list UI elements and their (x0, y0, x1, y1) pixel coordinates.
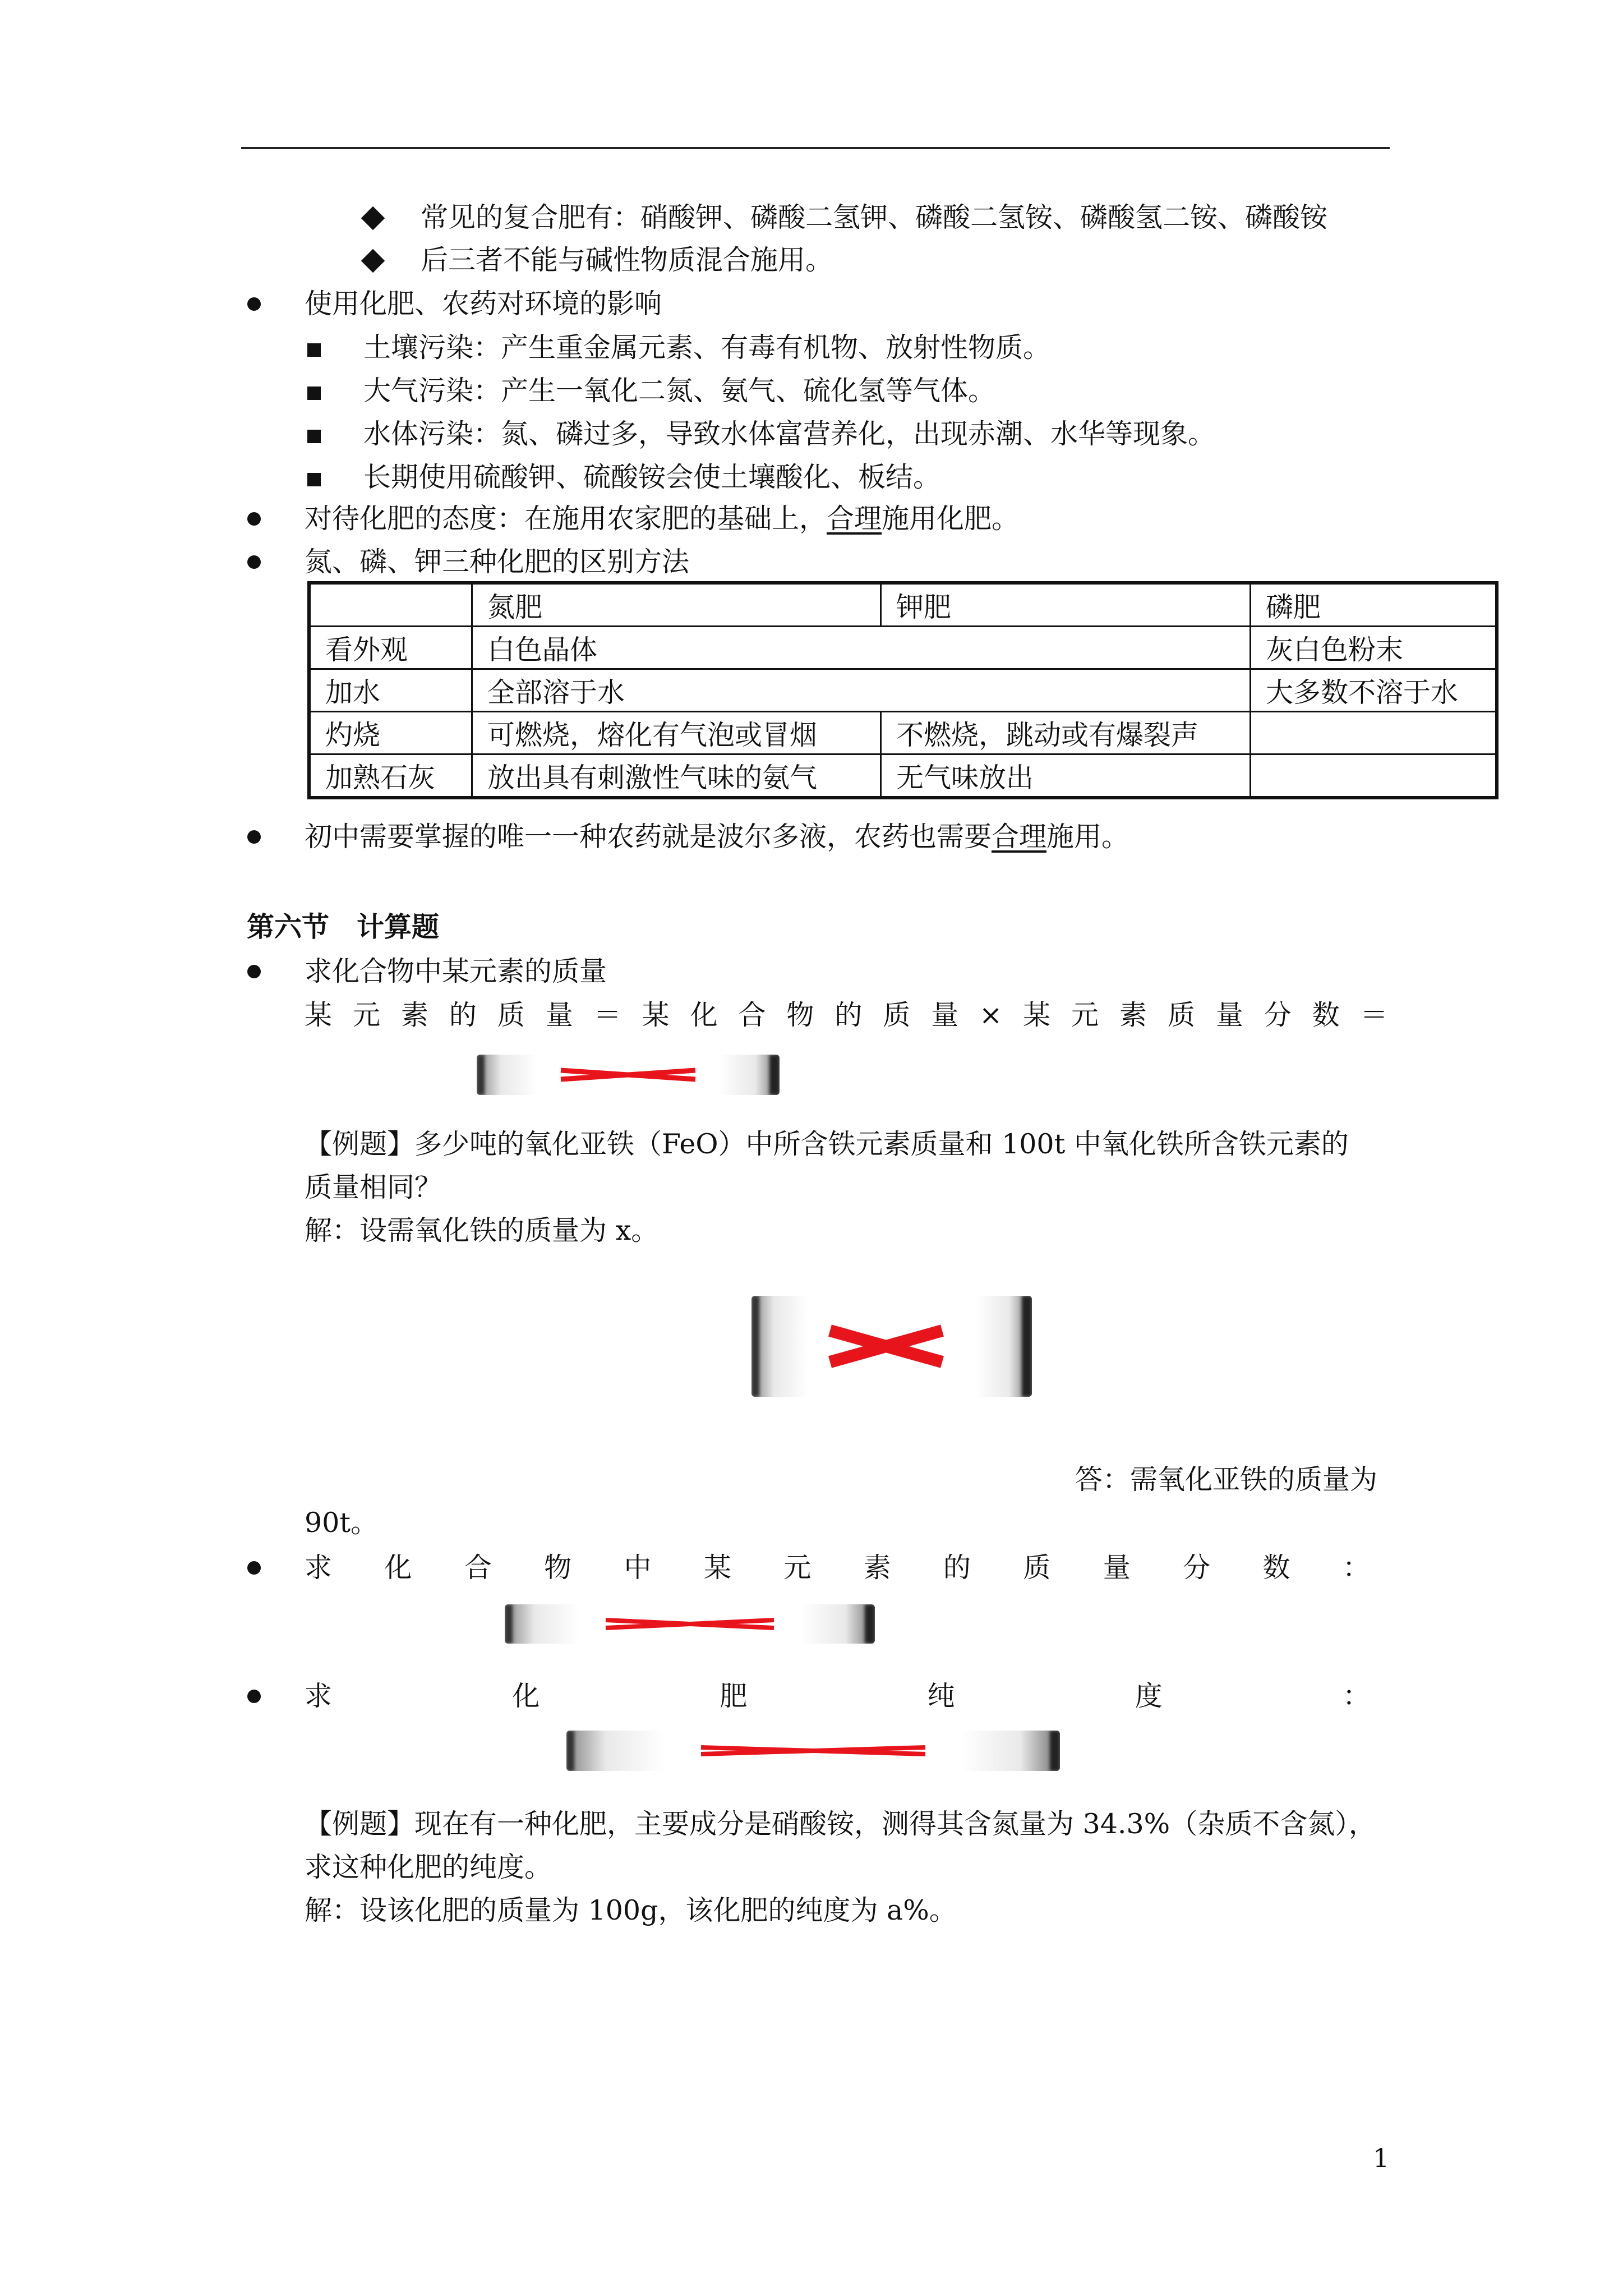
diamond-bullet-icon (361, 249, 385, 273)
formula-char: 合 (464, 1552, 492, 1584)
formula-char: 求 (305, 1552, 333, 1584)
formula-char: 某 (305, 999, 333, 1031)
square-bullet-icon (307, 386, 321, 400)
square-bullet-icon (307, 343, 321, 357)
formula-char: 的 (834, 999, 863, 1031)
bullet-icon (247, 297, 261, 311)
cross-icon (561, 1070, 695, 1079)
header-rule (241, 147, 1390, 149)
table-cell: 不燃烧，跳动或有爆裂声 (881, 712, 1251, 754)
formula-char: ＝ (1360, 999, 1388, 1031)
broken-image-placeholder (751, 1296, 1032, 1397)
table-cell: 看外观 (309, 627, 472, 669)
table-header: 氮肥 (472, 583, 881, 627)
table-cell: 灰白色粉末 (1251, 627, 1497, 669)
calc2-heading (305, 1551, 1370, 1585)
formula-char: 求 (305, 1680, 333, 1712)
cross-icon (606, 1620, 774, 1628)
formula-char: 元 (783, 1552, 811, 1584)
table-cell: 加水 (309, 669, 472, 712)
answer1: 答：需氧化亚铁的质量为 (1075, 1464, 1377, 1496)
list-item: 常见的复合肥有：硝酸钾、磷酸二氢钾、磷酸二氢铵、磷酸氢二铵、磷酸铵 (365, 201, 1327, 234)
formula-char: 素 (1119, 999, 1147, 1031)
calc1-formula (305, 999, 1388, 1032)
calc1-heading: 求化合物中某元素的质量 (305, 955, 607, 987)
formula-char: 物 (544, 1552, 572, 1584)
broken-image-placeholder (505, 1604, 875, 1644)
square-bullet-icon (307, 430, 321, 443)
bullet-icon (247, 965, 261, 978)
environment-heading: 使用化肥、农药对环境的影响 (305, 288, 662, 320)
bullet-icon (247, 512, 261, 526)
formula-char: 某 (642, 999, 670, 1031)
table-cell: 可燃烧，熔化有气泡或冒烟 (472, 712, 881, 754)
formula-char: 的 (943, 1552, 971, 1584)
formula-char: × (979, 999, 1003, 1031)
formula-char: 质 (497, 999, 525, 1031)
formula-char: 质 (883, 999, 911, 1031)
diamond-bullet-icon (361, 206, 385, 230)
table-cell: 灼烧 (309, 712, 472, 754)
fertilizer-table (307, 581, 1498, 799)
solution1: 解：设需氧化铁的质量为 x。 (305, 1214, 659, 1246)
table-cell: 大多数不溶于水 (1251, 669, 1497, 712)
formula-char: 度 (1135, 1680, 1163, 1712)
table-cell (1251, 754, 1497, 798)
formula-char: 化 (690, 999, 718, 1031)
formula-char: 元 (1071, 999, 1099, 1031)
solution2: 解：设该化肥的质量为 100g，该化肥的纯度为 a%。 (305, 1894, 957, 1926)
formula-char: 肥 (720, 1680, 748, 1712)
formula-char: 分 (1264, 999, 1292, 1031)
table-row (309, 627, 1497, 669)
formula-char: 元 (352, 999, 380, 1031)
distinguish-heading: 氮、磷、钾三种化肥的区别方法 (305, 546, 690, 578)
formula-char: 化 (512, 1680, 540, 1712)
list-item: 长期使用硫酸钾、硫酸铵会使土壤酸化、板结。 (307, 461, 940, 494)
formula-char: ＝ (593, 999, 621, 1031)
formula-char: ： (1342, 1680, 1370, 1712)
example2-line2: 求这种化肥的纯度。 (305, 1851, 552, 1883)
bullet-icon (247, 1690, 261, 1703)
formula-char: 某 (1023, 999, 1051, 1031)
formula-char: 数 (1312, 999, 1340, 1031)
list-item: 水体污染：氮、磷过多，导致水体富营养化，出现赤潮、水华等现象。 (307, 417, 1215, 451)
table-header: 磷肥 (1251, 583, 1497, 627)
bullet-icon (247, 830, 261, 844)
table-header: 钾肥 (881, 583, 1251, 627)
bullet-icon (247, 1561, 261, 1575)
table-cell: 无气味放出 (881, 754, 1251, 798)
formula-char: 分 (1183, 1552, 1211, 1584)
broken-image-placeholder (566, 1731, 1060, 1771)
bullet-icon (247, 555, 261, 569)
list-item: 大气污染：产生一氧化二氮、氨气、硫化氢等气体。 (307, 374, 995, 408)
attitude-line: 对待化肥的态度：在施用农家肥的基础上，合理施用化肥。 (305, 503, 1020, 535)
formula-char: 素 (863, 1552, 891, 1584)
formula-char: 量 (545, 999, 573, 1031)
square-bullet-icon (307, 473, 321, 486)
formula-char: 纯 (927, 1680, 955, 1712)
formula-char: 量 (1215, 999, 1243, 1031)
formula-char: 合 (738, 999, 766, 1031)
table-cell: 加熟石灰 (309, 754, 472, 798)
formula-char: 化 (384, 1552, 412, 1584)
formula-char: 数 (1262, 1552, 1290, 1584)
formula-char: 某 (703, 1552, 731, 1584)
list-item: 后三者不能与碱性物质混合施用。 (365, 243, 833, 277)
cross-icon (701, 1747, 925, 1754)
table-cell: 放出具有刺激性气味的氨气 (472, 754, 881, 798)
formula-char: 的 (449, 999, 477, 1031)
table-row (309, 754, 1497, 798)
formula-char: 素 (400, 999, 428, 1031)
formula-char: 中 (624, 1552, 652, 1584)
table-cell: 白色晶体 (472, 627, 1251, 669)
example2-line1: 【例题】现在有一种化肥，主要成分是硝酸铵，测得其含氮量为 34.3%（杂质不含氮）， (305, 1808, 1376, 1840)
example1-line1: 【例题】多少吨的氧化亚铁（FeO）中所含铁元素质量和 100t 中氧化铁所含铁元素的 (305, 1128, 1349, 1160)
table-row (309, 712, 1497, 754)
example1-line2: 质量相同？ (305, 1171, 442, 1203)
broken-image-placeholder (477, 1055, 780, 1095)
formula-char: 质 (1167, 999, 1195, 1031)
table-row (309, 583, 1497, 627)
answer1-value: 90t。 (305, 1507, 379, 1539)
formula-char: ： (1342, 1552, 1370, 1584)
formula-char: 物 (786, 999, 814, 1031)
pesticide-line: 初中需要掌握的唯一一种农药就是波尔多液，农药也需要合理施用。 (305, 821, 1129, 853)
table-row (309, 669, 1497, 712)
list-item: 土壤污染：产生重金属元素、有毒有机物、放射性物质。 (307, 331, 1050, 365)
table-cell (309, 583, 472, 627)
formula-char: 质 (1023, 1552, 1051, 1584)
section-title: 第六节 计算题 (247, 910, 440, 943)
formula-char: 量 (1103, 1552, 1131, 1584)
table-cell: 全部溶于水 (472, 669, 1251, 712)
table-cell (1251, 712, 1497, 754)
page-number: 1 (1373, 2143, 1390, 2173)
calc3-heading (305, 1680, 1370, 1713)
cross-icon (830, 1331, 942, 1362)
formula-char: 量 (931, 999, 959, 1031)
